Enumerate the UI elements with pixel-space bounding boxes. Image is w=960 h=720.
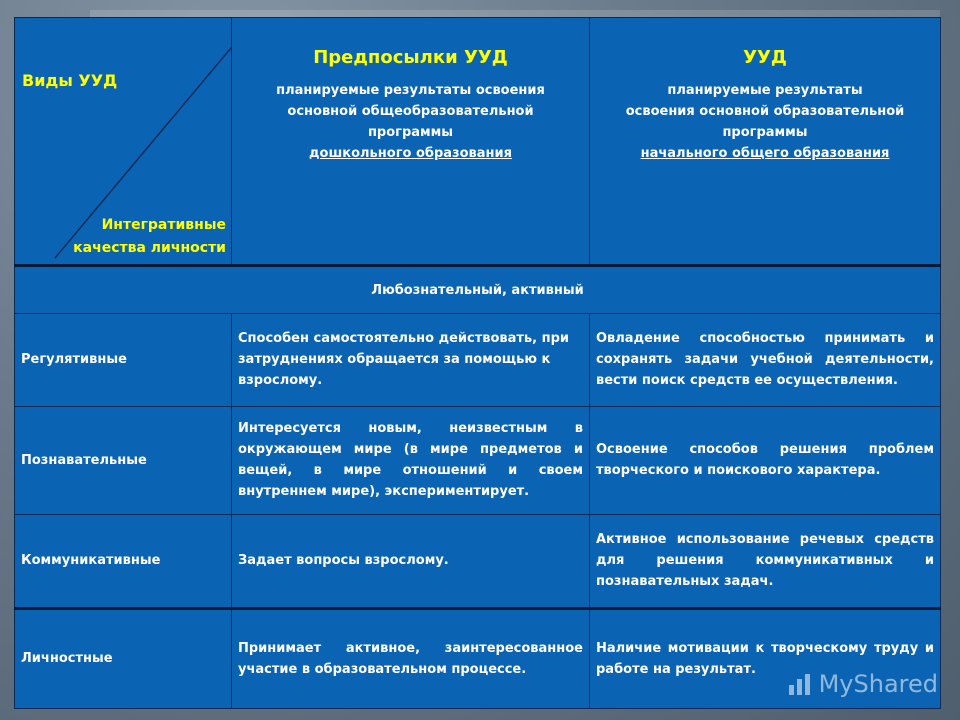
- header-primary-title: УУД: [743, 47, 787, 68]
- corner-top-label: Виды УУД: [22, 71, 118, 90]
- myshared-logo-icon: [787, 671, 813, 697]
- corner-bottom-line1: Интегративные: [101, 217, 226, 234]
- header-primary-sub-line: планируемые результаты: [667, 83, 863, 98]
- corner-cell: [15, 18, 232, 266]
- header-row: [15, 18, 941, 266]
- table-row: [15, 314, 941, 406]
- row-preschool: Принимает активное, заинтересованное участие в образовательном процессе.: [232, 608, 590, 708]
- row-primary: Активное использование речевых средств для решения коммуникативных и познавательных задач.: [590, 514, 941, 608]
- band-label: Любознательный, активный: [15, 266, 941, 314]
- row-label: Регулятивные: [15, 314, 232, 406]
- header-preschool-sub-underlined: дошкольного образования: [309, 146, 512, 161]
- header-preschool-sub-line: основной общеобразовательной: [287, 104, 534, 119]
- uud-table: [14, 17, 941, 709]
- watermark-text: MyShared: [818, 670, 938, 698]
- header-primary-sub-line: программы: [722, 125, 808, 140]
- corner-bottom-line2: качества личности: [73, 240, 226, 257]
- header-preschool-sub-line: программы: [367, 125, 454, 140]
- corner-bottom-label: [73, 214, 226, 260]
- band-row: [15, 266, 941, 314]
- header-primary-subtitle: [596, 80, 934, 164]
- header-preschool-sub-line: планируемые результаты освоения: [276, 83, 545, 98]
- header-primary-sub-line: освоения основной образовательной: [625, 104, 905, 119]
- watermark: [787, 670, 938, 698]
- header-primary: [590, 18, 941, 266]
- header-preschool-subtitle: [238, 80, 583, 164]
- header-preschool-title: Предпосылки УУД: [313, 47, 508, 68]
- row-preschool: Задает вопросы взрослому.: [232, 514, 590, 608]
- row-primary: Овладение способностью принимать и сохранять задачи учебной деятельности, вести поиск средств ее осуществления.: [590, 314, 941, 406]
- row-label: Познавательные: [15, 406, 232, 514]
- header-preschool: [232, 18, 590, 266]
- row-primary: Наличие мотивации к творческому труду и работе на результат.: [590, 608, 941, 708]
- header-primary-sub-underlined: начального общего образования: [640, 146, 890, 161]
- row-primary: Освоение способов решения проблем творческого и поискового характера.: [590, 406, 941, 514]
- row-preschool: Интересуется новым, неизвестным в окружающем мире (в мире предметов и вещей, в мире отношений и своем внутреннем мире), экспериментирует.: [232, 406, 590, 514]
- table-row: [15, 406, 941, 514]
- row-label: Коммуникативные: [15, 514, 232, 608]
- table-row: [15, 514, 941, 608]
- row-preschool: Способен самостоятельно действовать, при затруднениях обращается за помощью к взрослому.: [232, 314, 590, 406]
- row-label: Личностные: [15, 608, 232, 708]
